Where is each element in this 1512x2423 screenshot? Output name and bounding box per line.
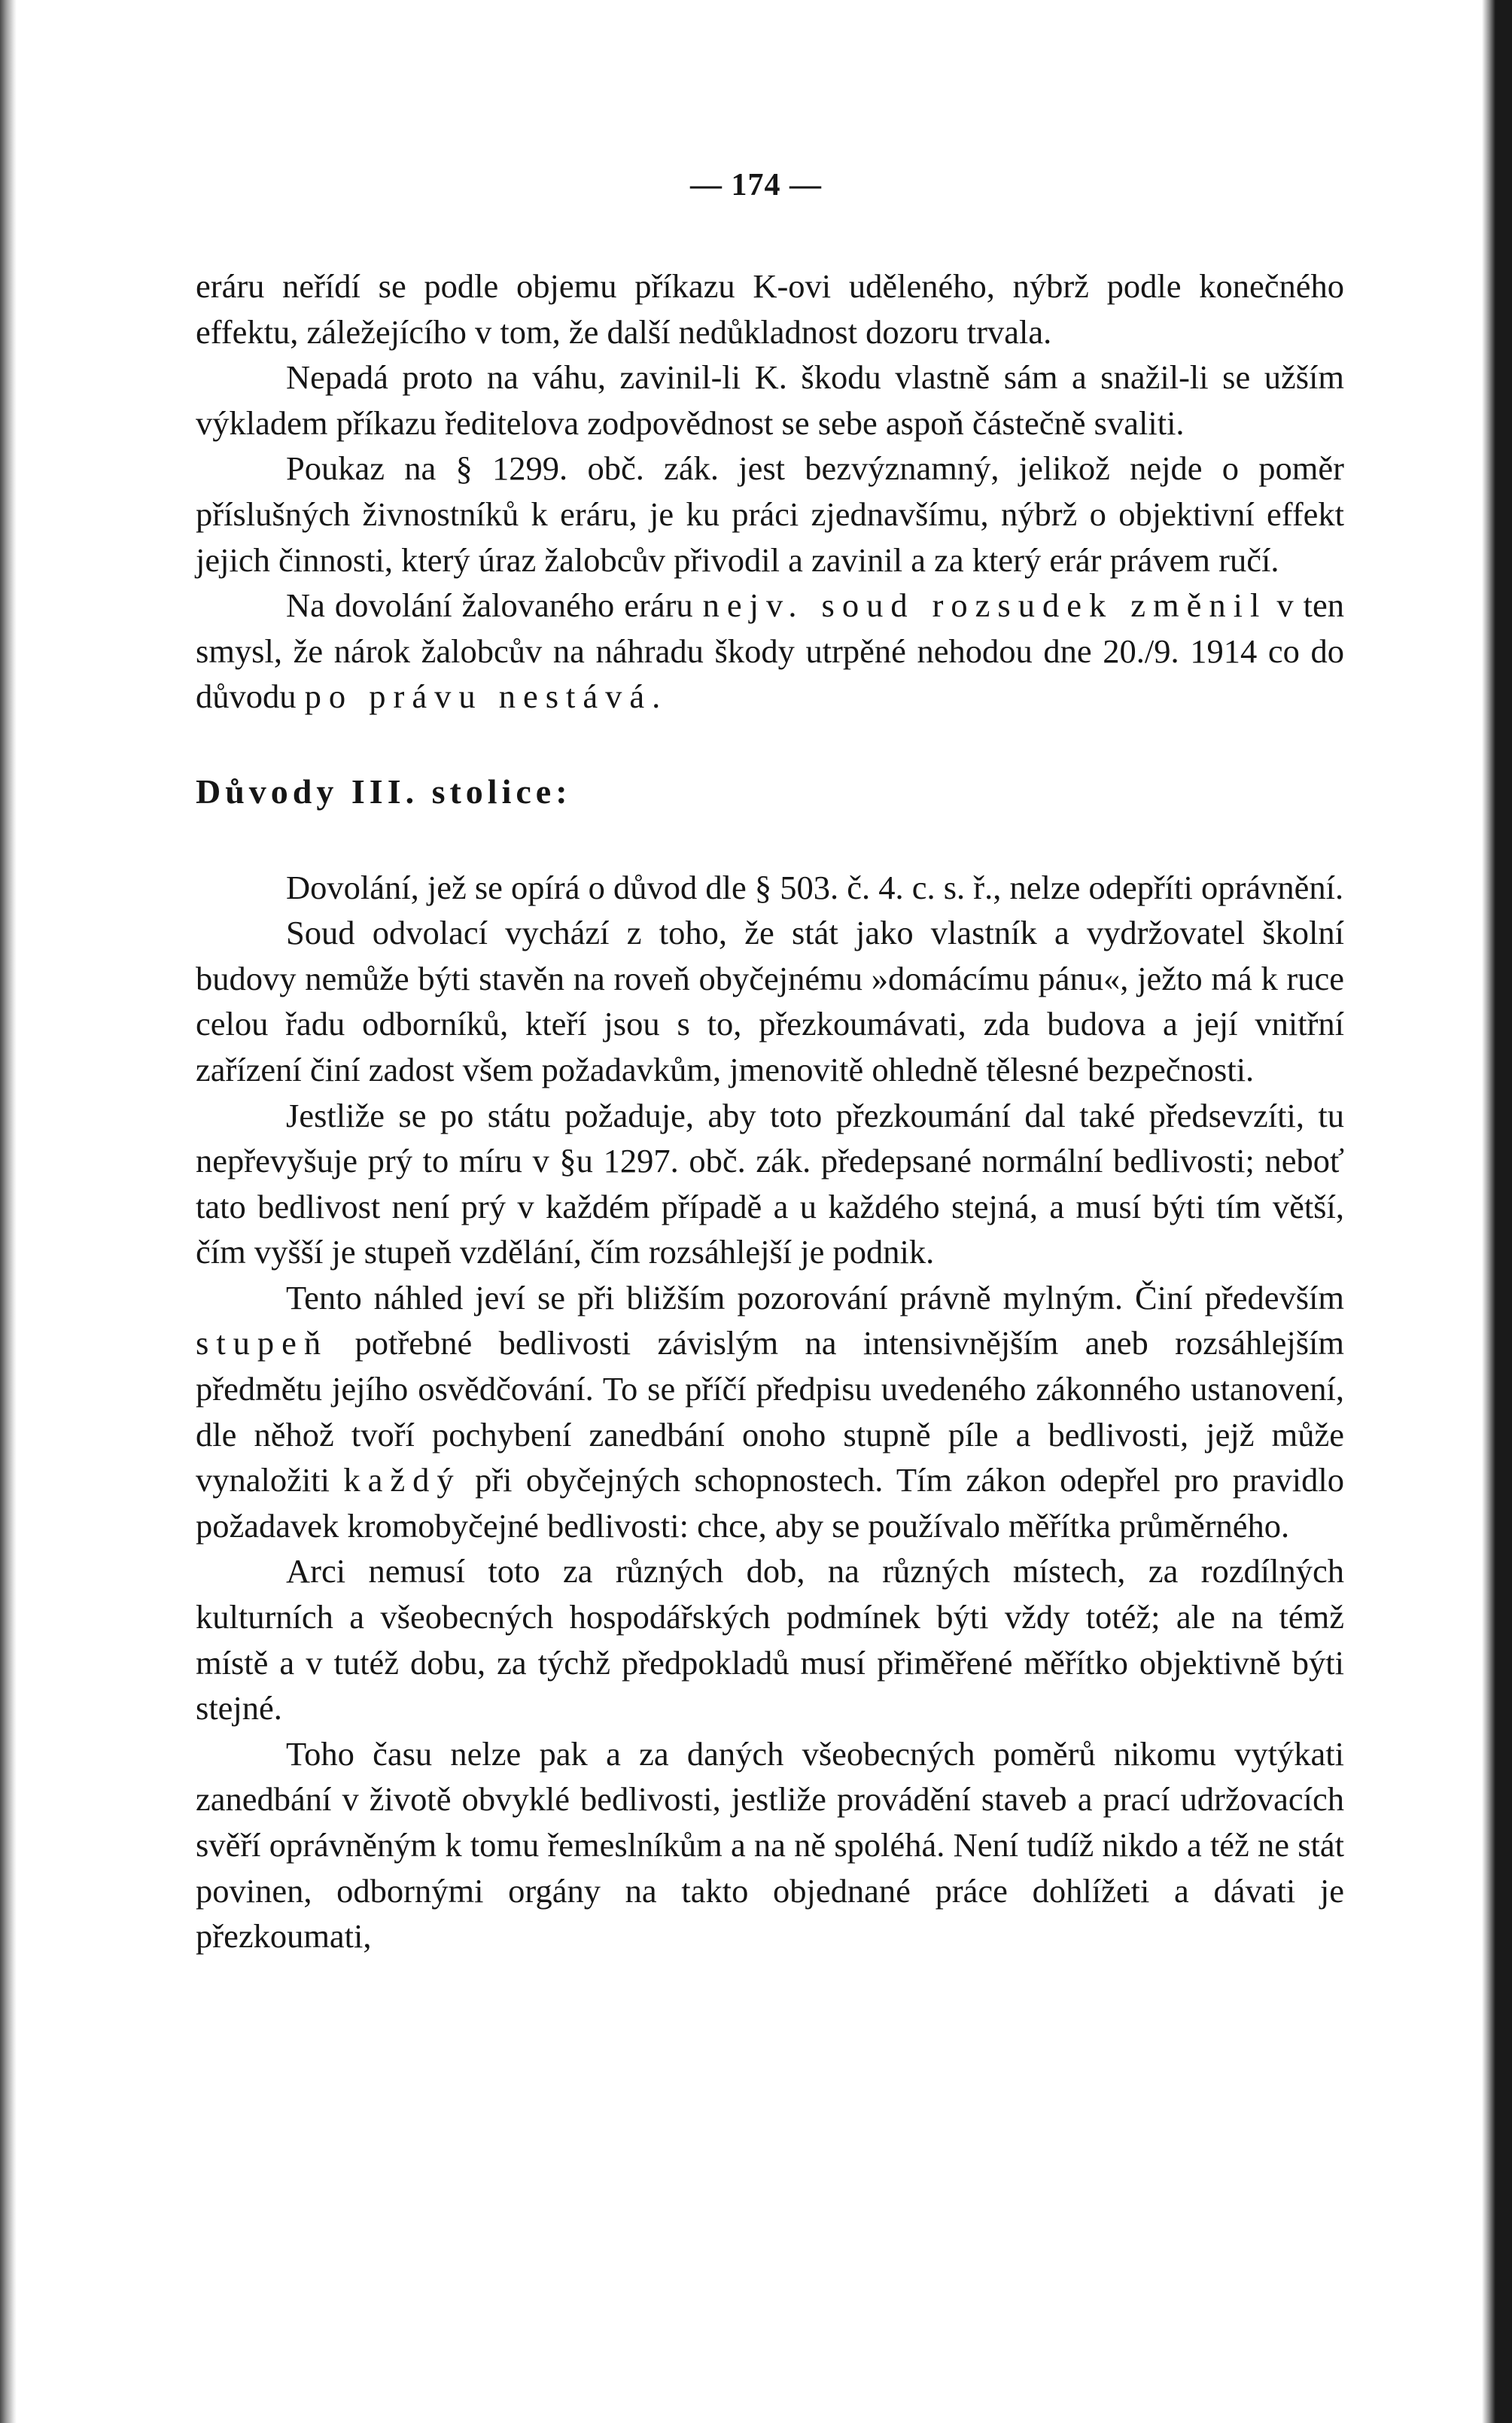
paragraph: Soud odvolací vychází z toho, že stát jako vlastník a vydržovatel školní budovy nemůže býti stavěn na roveň obyčejnému »domácímu pánu«, ježto má k ruce celou řadu odborníků, kteří jsou s to, přezkoumávati, zda budova a její vnitřní zařízení činí zadost všem požadavkům, jmenovitě ohledně tělesné bezpečnosti.	[196, 914, 1344, 1088]
paragraph-continuation: eráru neřídí se podle objemu příkazu K-ovi uděleného, nýbrž podle konečného effektu, záležejícího v tom, že další nedůkladnost dozoru trvala.	[196, 267, 1344, 351]
verdict-intro: Na dovolání žalovaného eráru	[286, 586, 693, 625]
paragraph: Toho času nelze pak a za daných všeobecných poměrů nikomu vytýkati zanedbání v životě obvyklé bedlivosti, jestliže provádění staveb a prací udržovacích svěří oprávněným k tomu řemeslníkům a na ně spoléhá. Není tudíž nikdo a též ne stát povinen, odbornými orgány na takto objednané práce dohlížeti a dávati je přezkoumati,	[196, 1734, 1344, 1956]
paragraph: Nepadá proto na váhu, zavinil-li K. škodu vlastně sám a snažil-li se užším výkladem příkazu ředitelova zodpovědnost se sebe aspoň částečně svaliti.	[196, 358, 1344, 442]
spaced-word: stupeň	[196, 1324, 329, 1362]
verdict-spaced: nejv. soud rozsudek změnil	[702, 586, 1267, 625]
section-heading: Důvody III. stolice:	[196, 772, 572, 811]
verdict-spaced-end: po právu nestává.	[304, 677, 668, 716]
scan-right-edge	[1482, 0, 1512, 2423]
paragraph: Jestliže se po státu požaduje, aby toto přezkoumání dal také předsevzíti, tu nepřevyšuje prý to míru v §u 1297. obč. zák. předepsané normální bedlivosti; neboť tato bedlivost není prý v každém případě a u každého stejná, a musí býti tím větší, čím vyšší je stupeň vzdělání, čím rozsáhlejší je podnik.	[196, 1096, 1344, 1271]
body-text	[196, 263, 1344, 1959]
paragraph-part: Tento náhled jeví se při bližším pozorování právně mylným. Činí především	[286, 1278, 1344, 1317]
spaced-word: každý	[343, 1461, 461, 1499]
paragraph-verdict	[196, 583, 1344, 720]
paragraph	[196, 1275, 1344, 1549]
verdict-body: v ten smysl, že nárok žalobcův na náhradu škody utrpěné nehodou dne 20./9. 1914 co do důvodu	[196, 586, 1345, 716]
paragraph-part: při obyčejných schopnostech. Tím zákon odepřel pro pravidlo požadavek kromobyčejné bedlivosti: chce, aby se používalo měřítka průměrného.	[196, 1461, 1345, 1545]
paragraph: Poukaz na § 1299. obč. zák. jest bezvýznamný, jelikož nejde o poměr příslušných živnostníků k eráru, je ku práci zjednavšímu, nýbrž o objektivní effekt jejich činnosti, který úraz žalobcův přivodil a zavinil a za který erár právem ručí.	[196, 449, 1344, 579]
paragraph: Dovolání, jež se opírá o důvod dle § 503. č. 4. c. s. ř., nelze odepříti oprávnění.	[286, 868, 1344, 906]
paragraph: Arci nemusí toto za různých dob, na různých místech, za rozdílných kulturních a všeobecných hospodářských podmínek býti vždy totéž; ale na témž místě a v tutéž dobu, za týchž předpokladů musí přiměřené měřítko objektivně býti stejné.	[196, 1552, 1344, 1727]
scan-left-edge	[0, 0, 17, 2423]
paragraph-part: potřebné bedlivosti závislým na intensivnějším aneb rozsáhlejším předmětu jejího osvědčování. To se příčí předpisu uvedeného zákonného ustanovení, dle něhož tvoří pochybení zanedbání onoho stupně píle a bedlivosti, jejž může vynaložiti	[196, 1324, 1345, 1499]
page-number: — 174 —	[690, 168, 822, 202]
